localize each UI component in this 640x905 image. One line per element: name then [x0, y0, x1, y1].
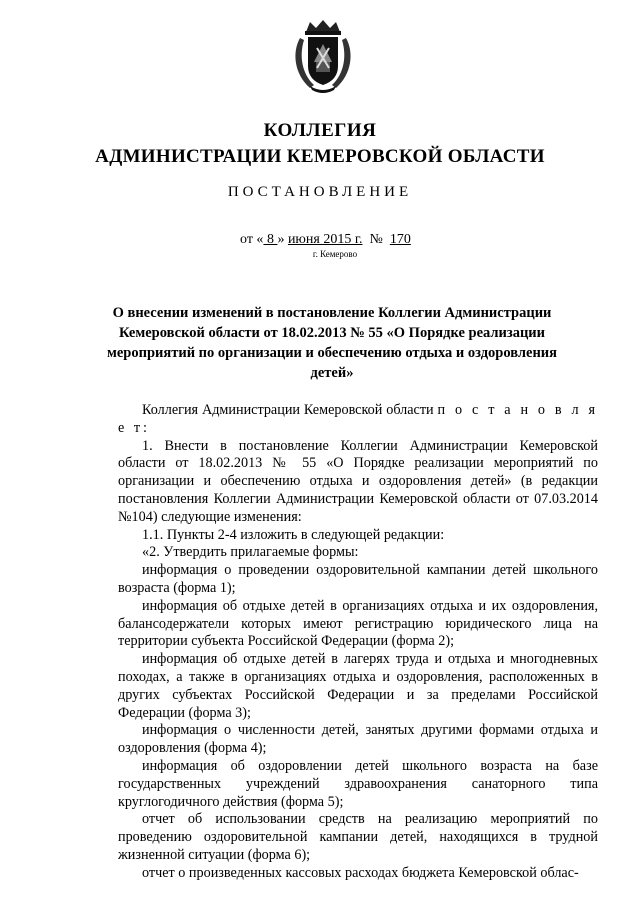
- body-paragraph: отчет об использовании средств на реализацию мероприятий по проведению оздоровительной кампании детей, находящихся в трудной жизненной ситуации (форма 6);: [118, 811, 598, 863]
- date-day: 8: [263, 232, 278, 247]
- date-mid: »: [277, 232, 288, 247]
- date-prefix: от «: [240, 232, 264, 247]
- number-prefix: №: [369, 232, 383, 247]
- intro-text: Коллегия Администрации Кемеровской области: [142, 402, 434, 418]
- body-paragraph: информация о численности детей, занятых другими формами отдыха и оздоровления (форма 4);: [118, 722, 598, 757]
- document-body: [118, 402, 598, 883]
- kemerovo-coat-of-arms-icon: [290, 18, 356, 94]
- date-line: [240, 232, 480, 248]
- city: г. Кемерово: [312, 249, 358, 259]
- org-name-line2: АДМИНИСТРАЦИИ КЕМЕРОВСКОЙ ОБЛАСТИ: [95, 146, 545, 167]
- document-type: ПОСТАНОВЛЕНИЕ: [227, 184, 413, 200]
- body-paragraph: информация об отдыхе детей в организациях отдыха и их оздоровления, балансодержатели которых имеют регистрацию юридического лица на территории субъекта Российской Федерации (форма 2);: [118, 597, 598, 650]
- body-paragraph: информация об оздоровлении детей школьного возраста на базе государственных учреждений здравоохранения санаторного типа круглогодичного действия (форма 5);: [118, 757, 598, 810]
- body-paragraph: 1. Внести в постановление Коллегии Администрации Кемеровской области от 18.02.2013 № 55 «О Порядке реализации мероприятий по организации и обеспечению отдыха и оздоровления детей» (в редакции постановления Коллегии Администрации Кемеровской области от 07.03.2014 №104) следующие изменения:: [118, 437, 598, 525]
- body-paragraph: отчет о произведенных кассовых расходах бюджета Кемеровской облас-: [142, 864, 579, 881]
- document-title: О внесении изменений в постановление Коллегии Администрации Кемеровской области от 18.02.2013 № 55 «О Порядке реализации мероприятий по организации и обеспечению отдыха и оздоровления детей»: [106, 305, 558, 381]
- body-paragraph: 1.1. Пункты 2-4 изложить в следующей редакции:: [142, 526, 445, 543]
- document-number: 170: [389, 232, 411, 247]
- intro-paragraph: [118, 402, 598, 438]
- date-month-year: июня 2015 г.: [287, 232, 363, 247]
- body-paragraph: «2. Утвердить прилагаемые формы:: [142, 544, 359, 561]
- body-paragraph: информация об отдыхе детей в лагерях труда и отдыха и многодневных походах, а также в организациях отдыха и оздоровления, расположенных в других субъектах Российской Федерации и за пределами Российской Федерации (форма 3);: [118, 651, 598, 721]
- body-paragraph: информация о проведении оздоровительной кампании детей школьного возраста (форма 1);: [118, 562, 598, 596]
- org-name-line1: КОЛЛЕГИЯ: [263, 120, 377, 141]
- intro-verb: п о с т а н о в л я е т:: [118, 402, 598, 436]
